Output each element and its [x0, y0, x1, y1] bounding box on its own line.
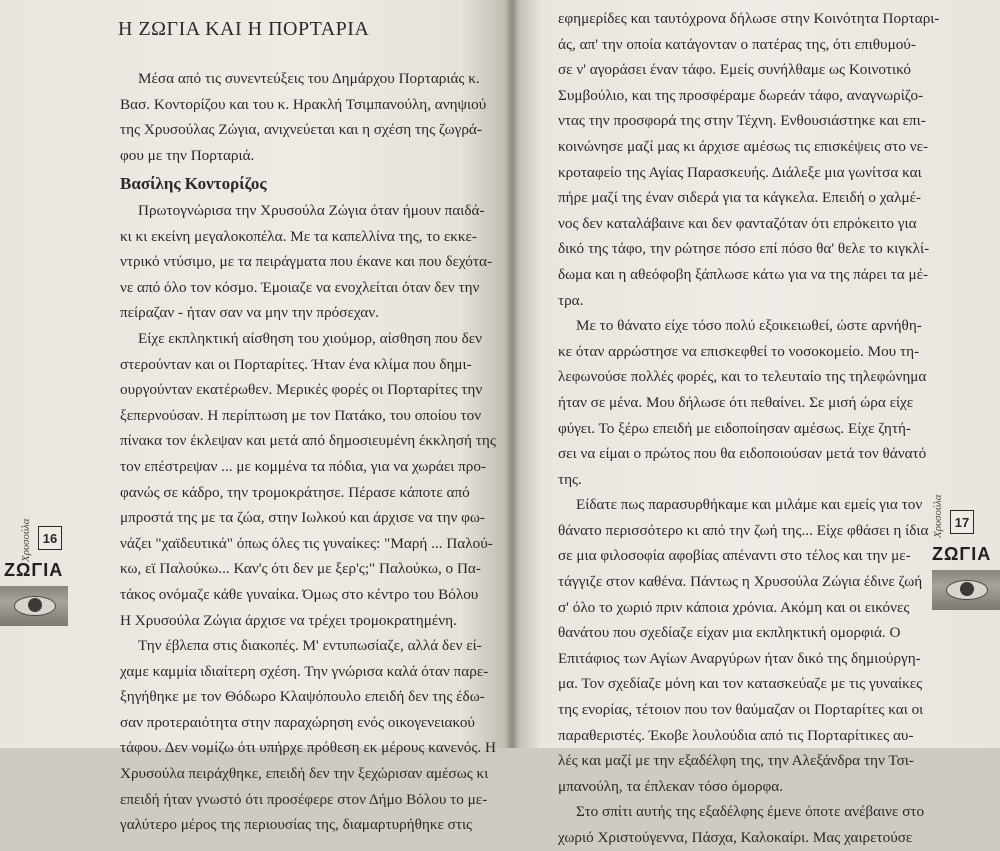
- text-line: της ενορίας, τέτοιον που τον θαύμαζαν οι Πορταρίτες και οι: [558, 701, 924, 719]
- text-line: φανώς σε κάδρο, την τρομοκράτησε. Πέρασε κάποτε από: [120, 483, 470, 501]
- page-number: 16: [38, 526, 62, 550]
- text-line: πίνακα τον έκλεψαν και μετά από δημοσιευμένη έκκλησή της: [120, 432, 496, 450]
- text-line: τάκος ονόμαζε κάθε γυναίκα. Όμως στο κέντρο του Βόλου: [120, 585, 479, 603]
- text-line: Με το θάνατο είχε τόσο πολύ εξοικειωθεί, ώστε αρνήθη-: [576, 317, 922, 335]
- text-line: σει να είμαι ο πρώτος που θα ειδοποιούσαν μετά τον θάνατό: [558, 445, 927, 463]
- text-line: μπανούλη, τα έπλεκαν τόσο όμορφα.: [558, 777, 784, 795]
- page-number: 17: [950, 510, 974, 534]
- text-line: Είδατε πως παρασυρθήκαμε και μιλάμε και εμείς για τον: [576, 496, 923, 514]
- zogia-logo: ΖΩΓΙΑ: [4, 560, 64, 580]
- text-line: κι κι εκείνη μεγαλοκοπέλα. Με τα καπελλίνα της, το εκκε-: [120, 227, 477, 245]
- text-line: Μέσα από τις συνεντεύξεις του Δημάρχου Πορταριάς κ.: [138, 70, 480, 87]
- text-line: τρα.: [558, 291, 584, 309]
- text-line: Πρωτογνώρισα την Χρυσούλα Ζώγια όταν ήμουν παιδά-: [138, 202, 485, 219]
- text-line: σαν προτεραιότητα στην παραχώρηση ενός οικογενειακού: [120, 713, 475, 731]
- eye-iris: [28, 598, 42, 612]
- tab-script-text: Χρυσούλα: [20, 518, 32, 562]
- zogia-logo: ΖΩΓΙΑ: [932, 544, 992, 564]
- text-line: της.: [558, 470, 582, 488]
- text-line: σε ν' αγοράσει έναν τάφο. Εμείς συνήλθαμε ως Κοινοτικό: [558, 61, 912, 79]
- text-line: Η Χρυσούλα Ζώγια άρχισε να τρέχει τρομοκρατημένη.: [120, 611, 457, 629]
- text-line: Είχε εκπληκτική αίσθηση του χιούμορ, αίσθηση που δεν: [138, 329, 482, 347]
- text-line: ντρικό ντύσιμο, με τα πειράγματα που έκανε και που δεχότα-: [120, 253, 493, 271]
- text-line: μπροστά της με τα ζώα, στην Ιωλκού και άρχισε να την φω-: [120, 509, 485, 527]
- tab-script-text: Χρυσούλα: [932, 494, 944, 538]
- text-line: νε από όλο τον κόσμο. Έμοιαζε να ενοχλείται όταν δεν την: [120, 278, 480, 296]
- text-line: ουργούνταν εκατέρωθεν. Μερικές φορές οι Πορταρίτες την: [120, 381, 483, 399]
- text-line: παραθεριστές. Έκοβε λουλούδια από τις Πορταρίτικες αυ-: [558, 726, 914, 744]
- text-line: πήρε μαζί της έναν σιδερά για τα κάγκελα. Επειδή ο χαλμέ-: [558, 189, 922, 207]
- chapter-title: Η ΖΩΓΙΑ ΚΑΙ Η ΠΟΡΤΑΡΙΑ: [118, 18, 370, 40]
- text-line: δωμα και η αθεόφοβη ξάπλωσε κάτω για να της πάρει τα μέ-: [558, 265, 929, 283]
- section-heading: Βασίλης Κοντορίζος: [120, 174, 267, 193]
- left-body-text: [120, 198, 496, 838]
- text-line: φύγει. Το ξέρω επειδή με ειδοποίησαν αμέσως. Είχε ζητή-: [558, 419, 911, 437]
- eye-iris: [960, 582, 974, 596]
- text-line: λεφωνούσε πολλές φορές, και το τελευταίο της τηλεφώνημα: [558, 368, 927, 386]
- text-line: δικό της τάφο, την ρώτησε πόσο επί πόσο θα' θελε το κιγκλί-: [558, 240, 930, 258]
- text-line: στερούνταν και οι Πορταρίτες. Ήταν ένα κλίμα που δημι-: [120, 355, 472, 373]
- text-line: κοινώνησε μαζί μας κι άρχισε αμέσως τις επισκέψεις στο νε-: [558, 137, 929, 155]
- text-line: κε όταν αρρώστησε να επισκεφθεί το νοσοκομείο. Μου τη-: [558, 342, 920, 360]
- text-line: κροταφείο της Αγίας Παρασκευής. Διάλεξε μια γωνίτσα και: [558, 163, 922, 181]
- text-line: επειδή ήταν γνωστό ότι προσέφερε στον Δήμο Βόλου το με-: [120, 790, 488, 808]
- intro-paragraph: [120, 66, 486, 168]
- text-line: τάγγιζε στον καθένα. Πάντως η Χρυσούλα Ζώγια έδινε ζωή: [558, 573, 923, 591]
- page-tab-left: [0, 520, 68, 670]
- text-line: Την έβλεπα στις διακοπές. Μ' εντυπωσίαζε, αλλά δεν εί-: [138, 637, 482, 655]
- text-line: θάνατο περισσότερο κι από την ζωή της... Είχε φθάσει η ίδια: [558, 521, 929, 539]
- text-line: εφημερίδες και ταυτόχρονα δήλωσε στην Κοινότητα Πορταρι-: [558, 10, 940, 27]
- text-line: θανάτου που σχεδίαζε είχαν μια εκπληκτική ομορφιά. Ο: [558, 624, 901, 642]
- text-line: πείραζαν - ήταν σαν να μην την πρόσεχαν.: [120, 304, 379, 322]
- text-line: νάζει "χαϊδευτικά" όπως όλες τις γυναίκες: "Μαρή ... Παλού-: [120, 534, 493, 552]
- text-line: ήταν σε μένα. Μου δήλωσε ότι πεθαίνει. Σε μισή ώρα είχε: [558, 393, 914, 411]
- text-line: μα. Τον σχεδίαζε μόνη και τον κατασκεύαζε με τις γυναίκες: [558, 675, 923, 693]
- text-line: σε μια φιλοσοφία αφοβίας απέναντι στο τέλος και την με-: [558, 547, 911, 565]
- eye-image: [0, 586, 68, 626]
- text-line: τον επέστρεψαν ... με κομμένα τα πόδια, για να χωράει προ-: [120, 457, 487, 475]
- text-line: Στο σπίτι αυτής της εξαδέλφης έμενε όποτε ανέβαινε στο: [576, 803, 925, 821]
- text-line: Συμβούλιο, και της προσφέραμε δωρεάν τάφο, αναγνωρίζο-: [558, 86, 924, 104]
- text-line: φου με την Πορταριά.: [120, 146, 255, 164]
- text-line: ξεπερνούσαν. Η περίπτωση με τον Πατάκο, του οποίου τον: [120, 406, 482, 424]
- text-line: ντας την προσφορά της στην Τέχνη. Ενθουσιάστηκε και επι-: [558, 112, 926, 130]
- eye-image: [932, 570, 1000, 610]
- text-line: ξηγήθηκε με τον Θόδωρο Κλαψόπουλο επειδή δεν της έδω-: [120, 688, 485, 706]
- text-line: της Χρυσούλας Ζώγια, ανιχνεύεται και η σχέση της ζωγρά-: [120, 121, 482, 139]
- text-line: νος δεν καταλάβαινε και δεν φανταζόταν ότι επρόκειτο για: [558, 214, 917, 232]
- text-line: άς, απ' την οποία κατάγονταν ο πατέρας της, ότι επιθυμού-: [558, 35, 916, 53]
- text-line: σ' όλο το χωριό πριν κάποια χρόνια. Ακόμη και οι εικόνες: [558, 598, 910, 616]
- text-line: Επιτάφιος των Αγίων Αναργύρων ήταν δικό της δημιούργη-: [558, 649, 921, 667]
- text-line: χωριό Χριστούγεννα, Πάσχα, Καλοκαίρι. Μας χαιρετούσε: [558, 829, 913, 846]
- text-line: Βασ. Κοντορίζου και του κ. Ηρακλή Τσιμπανούλη, ανηψιού: [120, 95, 487, 113]
- text-line: Χρυσούλα πειράχθηκε, επειδή δεν την ξεχώρισαν αμέσως κι: [120, 765, 489, 783]
- text-line: τάφου. Δεν νομίζω ότι υπήρχε πρόθεση εκ μέρους κανενός. Η: [120, 739, 496, 757]
- text-line: γαλύτερο μέρος της περιουσίας της, διαμαρτυρήθηκε στις: [120, 816, 473, 834]
- page-tab-right: [932, 490, 1000, 640]
- text-line: λές και μαζί με την εξαδέλφη της, την Αλεξάνδρα την Τσι-: [558, 752, 914, 770]
- text-line: χαμε καμμία ιδιαίτερη σχέση. Την γνώρισα καλά όταν παρε-: [120, 662, 489, 680]
- book-spine: [505, 0, 519, 748]
- text-line: κω, εϊ Παλούκω... Καν'ς ότι δεν με ξερ'ς;" Παλούκω, ο Πα-: [120, 560, 481, 578]
- right-body-text: [558, 6, 939, 851]
